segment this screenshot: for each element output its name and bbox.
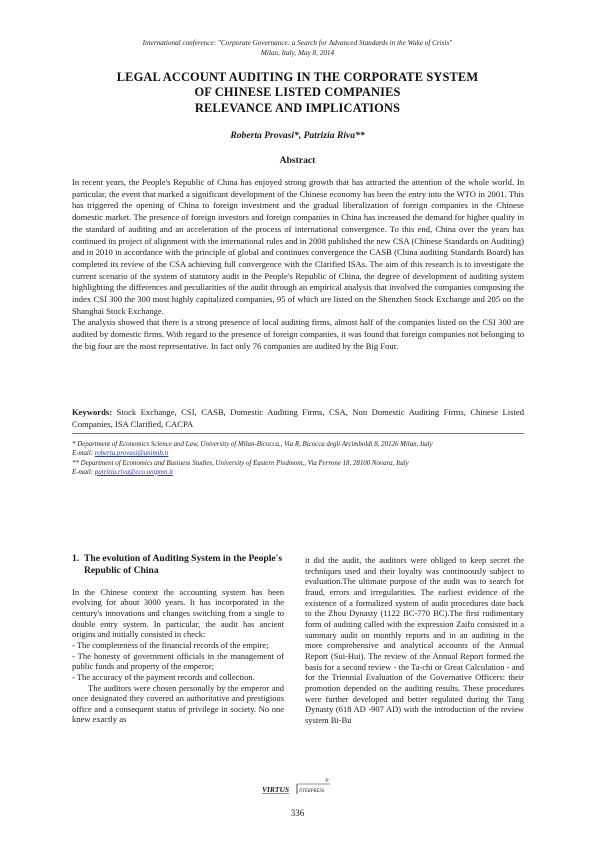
conference-line-2: Milan, Italy, May 8, 2014 (260, 49, 335, 57)
right-column (305, 555, 524, 726)
keywords-label: Keywords: (72, 407, 113, 417)
abstract-paragraph-2: The analysis showed that there is a strong presence of local auditing firms, almost half of the companies listed on the CSI 300 are audited by domestic firms. With regard to the presence of foreign companies, it was found that foreign companies not belonging to the big four are the most representative. In fact only 76 companies are audited by the Big Four. (72, 317, 524, 351)
footnote-2: ** Department of Economics and Business Studies, University of Eastern Piedmont,, Via Perrone 18, 28100 Novara, Italy (72, 459, 409, 467)
section-paragraph-3: it did the audit, the auditors were obliged to keep secret the techniques used and their loyalty was continuously subject to evaluation.The ultimate purpose of the audit was to search for fraud, errors and irregularities. The earliest evidence of the existence of a formalized system of audit procedures date back to the Zhou Dynasty (1122 BC-770 BC).The first rudimentary form of auditing called with the expression Zaifu consisted in a summary audit on monthly reports and in an auditing in the more comprehensive and analytical accounts of the Annual Report (Sui-Hui). The review of the Annual Report formed the basis for a second review - the Ta-chi or Great Calculation - and for the Triennial Evaluation of the Governative Officers: their promotion depended on the auditing results. These procedures were further developed and better regulated during the Tang Dynasty (618 AD -907 AD) with the introduction of the review system Bi-Bu (305, 555, 524, 725)
authors: Roberta Provasi*, Patrizia Riva** (230, 130, 365, 141)
keywords-text: Stock Exchange, CSI, CASB, Domestic Auditing Firms, CSA, Non Domestic Auditing Firms, Chinese Listed Companies, ISA Clarified, CACPA (72, 407, 524, 429)
page-number: 336 (290, 808, 305, 818)
virtus-interpress-logo (262, 776, 332, 804)
paper-title (60, 70, 535, 116)
conference-line-1: International conference: "Corporate Governance: a Search for Advanced Standards in the Wake of Crisis" (142, 39, 453, 47)
footnote-divider (72, 433, 524, 434)
list-item-3: - The accuracy of the payment records and collection. (72, 671, 255, 682)
title-line-2: OF CHINESE LISTED COMPANIES (194, 85, 401, 100)
section-paragraph-2: The auditors were chosen personally by the emperor and once designated they covered an authoritative and prestigious office and a consequent status of privilege in society. No one knew exactly as (72, 682, 284, 725)
title-line-1: LEGAL ACCOUNT AUDITING IN THE CORPORATE SYSTEM (116, 70, 479, 84)
footnote-1: * Department of Economics Science and Law, University of Milan-Bicocca,, Via R, Bicocca degli Arcimboldi 8, 20126 Milan, Italy (72, 441, 433, 448)
author-footnotes (72, 440, 524, 477)
keywords (72, 407, 524, 430)
section-title: The evolution of Auditing System in the People's Republic of China (84, 553, 283, 576)
email-link-provasi[interactable]: roberta.provasi@unimib.it (94, 450, 169, 458)
email-label: E-mail: (72, 468, 95, 476)
logo-main-text: VIRTUS (262, 785, 290, 794)
abstract-paragraph-1: In recent years, the People's Republic of China has enjoyed strong growth that has attracted the attention of the whole world. In particular, the event that marked a significant development of the Chinese economy has been the entry into the WTO in 2001. This has triggered the opening of China to foreign investment and the gradual liberalization of foreign companies in the Chinese domestic market. The presence of foreign investors and foreign companies in China has increased the demand for higher quality in the standard of auditing and an acceleration of the process of international convergence. To this end, China over the years has continued its project of alignment with the international rules and in 2008 published the new CSA (Chinese Standards on Auditing) and in 2010 in accordance with the principle of global and continues convergence the CASB (China auditing Standards Board) has completed its review of the CSA achieving full convergence with the Clarified ISAs. The aim of this research is to investigate the current scenario of the system of statutory audit in the People's Republic of China, the degree of development of auditing system highlighting the differences and peculiarities of the audit through an empirical analysis that involved the companies composing the index CSI 300 the 300 most highly capitalized companies, 95 of which are listed on the Shenzhen Stock Exchange and 205 on the Shanghai Stock Exchange. (72, 177, 524, 316)
footnote-2-email-line (72, 468, 524, 477)
abstract-heading: Abstract (279, 155, 316, 166)
title-line-3: RELEVANCE AND IMPLICATIONS (194, 100, 401, 115)
footnote-1-email-line (72, 449, 524, 458)
logo-graphic (262, 776, 332, 804)
section-heading (72, 553, 284, 577)
section-number: 1. (72, 553, 80, 564)
email-link-riva[interactable]: patrizia.riva@eco.unipmn.it (94, 468, 173, 476)
section-paragraph-1: In the Chinese context the accounting system has been evolving for about 3000 years. It has incorporated in the century's innovations and changes switching from a single to double entry system. In particular, the audit has ancient origins and initially consisted in check: (72, 586, 284, 640)
conference-header (60, 38, 535, 58)
list-item-1: - The completeness of the financial records of the empire; (72, 639, 269, 650)
logo-sub-text: NTERPRESS (299, 789, 325, 794)
email-label: E-mail: (72, 450, 95, 458)
list-item-2: - The honesty of government officials in the management of public funds and property of the emperor; (72, 650, 284, 672)
logo-registered-mark: ® (325, 779, 329, 784)
left-column (72, 553, 284, 725)
abstract-body (72, 177, 524, 353)
